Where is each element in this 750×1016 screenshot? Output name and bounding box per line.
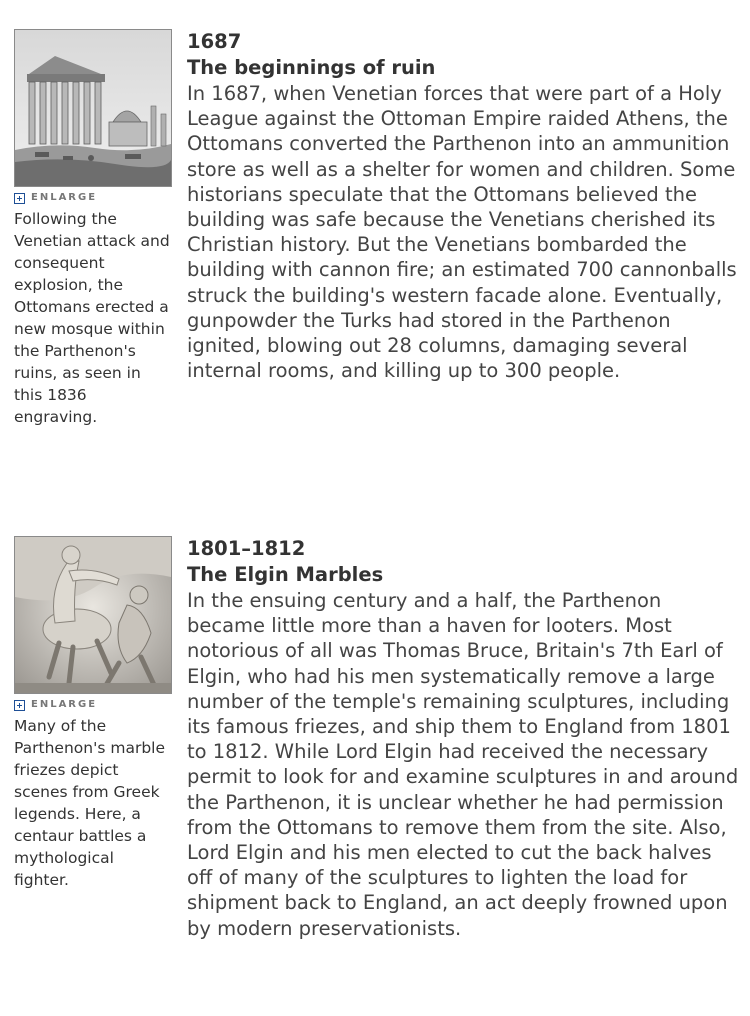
enlarge-link[interactable] <box>14 191 172 205</box>
image-caption: Following the Venetian attack and consequent explosion, the Ottomans erected a new mosque within the Parthenon's ruins, as seen in this 1836 engraving. <box>14 210 170 426</box>
plus-icon <box>14 700 25 711</box>
plus-icon <box>14 193 25 204</box>
enlarge-label: ENLARGE <box>31 699 98 710</box>
entry-text: In 1687, when Venetian forces that were part of a Holy League against the Ottoman Empire raided Athens, the Ottomans converted the Parthenon into an ammunition store as well as a shelter for women and children. Some historians speculate that the Ottomans believed the building was safe because the Venetians cherished its Christian history. But the Venetians bombarded the building with cannon fire; an estimated 700 cannonballs struck the building's western facade alone. Eventually, gunpowder the Turks had stored in the Parthenon ignited, blowing out 28 columns, damaging several internal rooms, and killing up to 300 people. <box>187 82 737 383</box>
entry-sidebar <box>14 29 172 428</box>
image-caption: Many of the Parthenon's marble friezes depict scenes from Greek legends. Here, a centaur battles a mythological fighter. <box>14 717 166 889</box>
centaur-frieze-sculpture-icon <box>15 537 171 693</box>
parthenon-ruins-engraving-image[interactable] <box>14 29 172 187</box>
entry-body <box>187 29 743 383</box>
entry-heading: The beginnings of ruin <box>187 56 436 79</box>
entry-text: In the ensuing century and a half, the Parthenon became little more than a haven for looters. Most notorious of all was Thomas Bruce, Britain's 7th Earl of Elgin, who had his men systematically remove a large number of the temple's remaining sculptures, including its famous friezes, and ship them to England from 1801 to 1812. While Lord Elgin had received the necessary permit to look for and examine sculptures in and around the Parthenon, it is unclear whether he had permission from the Ottomans to remove them from the site. Also, Lord Elgin and his men elected to cut the back halves off of many of the sculptures to lighten the load for shipment back to England, an act deeply frowned upon by modern preservationists. <box>187 589 739 940</box>
entry-sidebar <box>14 536 172 891</box>
parthenon-ruins-engraving-icon <box>15 30 171 186</box>
centaur-frieze-image[interactable] <box>14 536 172 694</box>
entry-year: 1687 <box>187 30 242 53</box>
enlarge-link[interactable] <box>14 698 172 712</box>
entry-year: 1801–1812 <box>187 537 306 560</box>
enlarge-label: ENLARGE <box>31 192 98 203</box>
entry-heading: The Elgin Marbles <box>187 563 384 586</box>
entry-body <box>187 536 743 941</box>
